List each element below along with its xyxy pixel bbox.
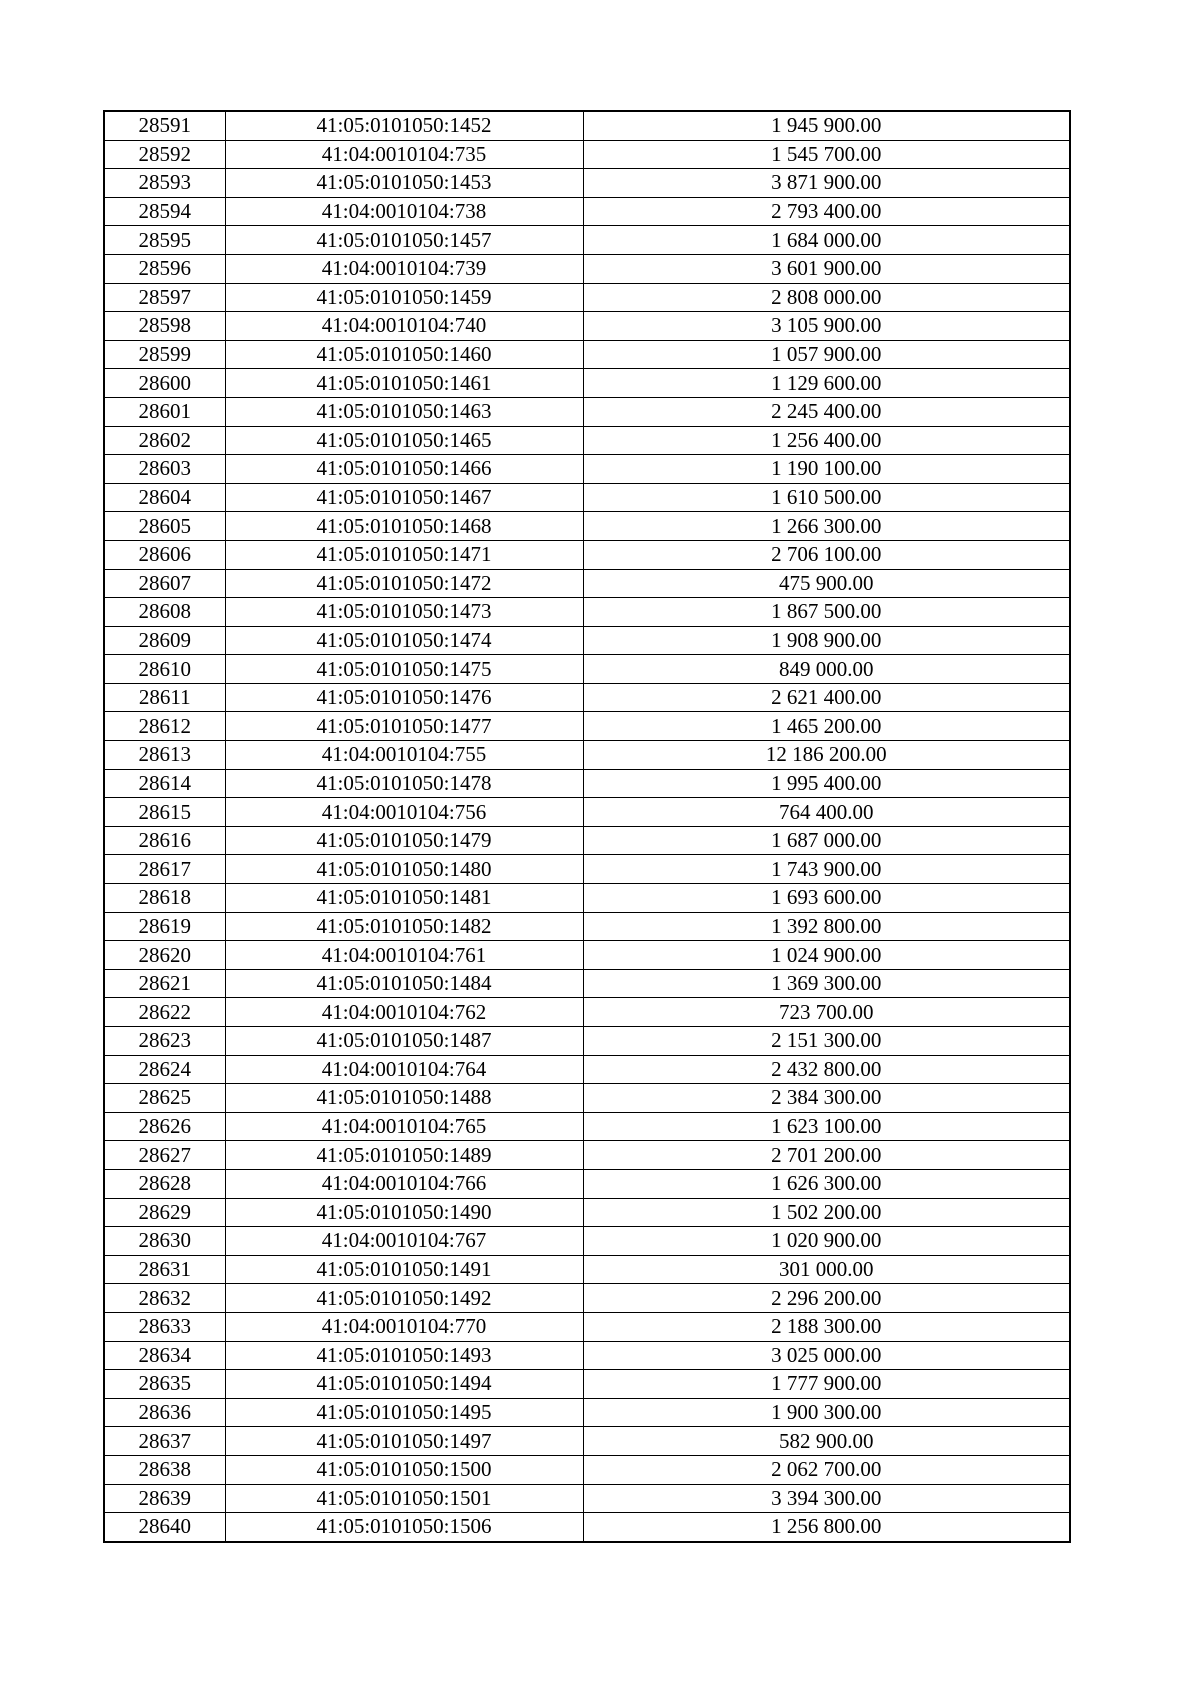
row-number-cell: 28603 bbox=[104, 455, 225, 484]
cadastral-value-cell: 1 945 900.00 bbox=[583, 111, 1070, 140]
row-number-cell: 28624 bbox=[104, 1055, 225, 1084]
cadastral-number-cell: 41:05:0101050:1478 bbox=[225, 769, 583, 798]
cadastral-number-cell: 41:04:0010104:762 bbox=[225, 998, 583, 1027]
cadastral-number-cell: 41:05:0101050:1495 bbox=[225, 1398, 583, 1427]
row-number-cell: 28640 bbox=[104, 1513, 225, 1542]
table-row bbox=[104, 111, 1070, 140]
row-number-cell: 28600 bbox=[104, 369, 225, 398]
cadastral-value-cell: 1 995 400.00 bbox=[583, 769, 1070, 798]
cadastral-value-cell: 1 867 500.00 bbox=[583, 598, 1070, 627]
table-row bbox=[104, 598, 1070, 627]
table-row bbox=[104, 1055, 1070, 1084]
row-number-cell: 28601 bbox=[104, 397, 225, 426]
table-row bbox=[104, 1370, 1070, 1399]
cadastral-value-cell: 301 000.00 bbox=[583, 1255, 1070, 1284]
cadastral-number-cell: 41:05:0101050:1452 bbox=[225, 111, 583, 140]
table-row bbox=[104, 169, 1070, 198]
cadastral-value-cell: 2 245 400.00 bbox=[583, 397, 1070, 426]
row-number-cell: 28606 bbox=[104, 540, 225, 569]
table-row bbox=[104, 426, 1070, 455]
row-number-cell: 28608 bbox=[104, 598, 225, 627]
cadastral-number-cell: 41:04:0010104:766 bbox=[225, 1169, 583, 1198]
cadastral-number-cell: 41:05:0101050:1490 bbox=[225, 1198, 583, 1227]
cadastral-number-cell: 41:04:0010104:770 bbox=[225, 1312, 583, 1341]
row-number-cell: 28594 bbox=[104, 197, 225, 226]
table-row bbox=[104, 1169, 1070, 1198]
cadastral-value-cell: 1 623 100.00 bbox=[583, 1112, 1070, 1141]
cadastral-number-cell: 41:05:0101050:1475 bbox=[225, 655, 583, 684]
table-row bbox=[104, 1484, 1070, 1513]
row-number-cell: 28626 bbox=[104, 1112, 225, 1141]
table-row bbox=[104, 340, 1070, 369]
row-number-cell: 28605 bbox=[104, 512, 225, 541]
cadastral-value-cell: 1 684 000.00 bbox=[583, 226, 1070, 255]
table-row bbox=[104, 226, 1070, 255]
cadastral-value-cell: 3 394 300.00 bbox=[583, 1484, 1070, 1513]
cadastral-value-cell: 1 777 900.00 bbox=[583, 1370, 1070, 1399]
cadastral-number-cell: 41:05:0101050:1459 bbox=[225, 283, 583, 312]
cadastral-value-cell: 1 743 900.00 bbox=[583, 855, 1070, 884]
row-number-cell: 28633 bbox=[104, 1312, 225, 1341]
cadastral-number-cell: 41:05:0101050:1463 bbox=[225, 397, 583, 426]
cadastral-number-cell: 41:05:0101050:1506 bbox=[225, 1513, 583, 1542]
row-number-cell: 28620 bbox=[104, 941, 225, 970]
cadastral-number-cell: 41:05:0101050:1479 bbox=[225, 826, 583, 855]
row-number-cell: 28607 bbox=[104, 569, 225, 598]
cadastral-value-cell: 2 432 800.00 bbox=[583, 1055, 1070, 1084]
table-row bbox=[104, 741, 1070, 770]
cadastral-value-cell: 1 256 400.00 bbox=[583, 426, 1070, 455]
row-number-cell: 28609 bbox=[104, 626, 225, 655]
table-row bbox=[104, 1312, 1070, 1341]
row-number-cell: 28634 bbox=[104, 1341, 225, 1370]
table-row bbox=[104, 1227, 1070, 1256]
row-number-cell: 28621 bbox=[104, 969, 225, 998]
cadastral-number-cell: 41:05:0101050:1491 bbox=[225, 1255, 583, 1284]
cadastral-number-cell: 41:05:0101050:1457 bbox=[225, 226, 583, 255]
cadastral-value-cell: 12 186 200.00 bbox=[583, 741, 1070, 770]
table-row bbox=[104, 712, 1070, 741]
cadastral-value-cell: 2 062 700.00 bbox=[583, 1455, 1070, 1484]
cadastral-number-cell: 41:05:0101050:1488 bbox=[225, 1084, 583, 1113]
table-row bbox=[104, 884, 1070, 913]
cadastral-value-cell: 1 266 300.00 bbox=[583, 512, 1070, 541]
cadastral-number-cell: 41:04:0010104:740 bbox=[225, 312, 583, 341]
table-row bbox=[104, 1455, 1070, 1484]
row-number-cell: 28632 bbox=[104, 1284, 225, 1313]
cadastral-number-cell: 41:05:0101050:1494 bbox=[225, 1370, 583, 1399]
cadastral-number-cell: 41:04:0010104:755 bbox=[225, 741, 583, 770]
cadastral-value-cell: 2 151 300.00 bbox=[583, 1027, 1070, 1056]
row-number-cell: 28630 bbox=[104, 1227, 225, 1256]
cadastral-value-cell: 2 706 100.00 bbox=[583, 540, 1070, 569]
cadastral-number-cell: 41:04:0010104:735 bbox=[225, 140, 583, 169]
row-number-cell: 28629 bbox=[104, 1198, 225, 1227]
table-row bbox=[104, 1513, 1070, 1542]
cadastral-value-cell: 582 900.00 bbox=[583, 1427, 1070, 1456]
table-row bbox=[104, 1398, 1070, 1427]
cadastral-value-cell: 1 369 300.00 bbox=[583, 969, 1070, 998]
cadastral-value-cell: 475 900.00 bbox=[583, 569, 1070, 598]
row-number-cell: 28615 bbox=[104, 798, 225, 827]
table-row bbox=[104, 540, 1070, 569]
row-number-cell: 28610 bbox=[104, 655, 225, 684]
row-number-cell: 28595 bbox=[104, 226, 225, 255]
cadastral-value-cell: 1 190 100.00 bbox=[583, 455, 1070, 484]
cadastral-value-cell: 2 296 200.00 bbox=[583, 1284, 1070, 1313]
table-row bbox=[104, 626, 1070, 655]
row-number-cell: 28614 bbox=[104, 769, 225, 798]
cadastral-number-cell: 41:05:0101050:1460 bbox=[225, 340, 583, 369]
cadastral-number-cell: 41:05:0101050:1493 bbox=[225, 1341, 583, 1370]
row-number-cell: 28627 bbox=[104, 1141, 225, 1170]
table-row bbox=[104, 369, 1070, 398]
table-row bbox=[104, 912, 1070, 941]
cadastral-value-cell: 1 502 200.00 bbox=[583, 1198, 1070, 1227]
cadastral-value-cell: 1 545 700.00 bbox=[583, 140, 1070, 169]
cadastral-value-cell: 1 610 500.00 bbox=[583, 483, 1070, 512]
cadastral-number-cell: 41:05:0101050:1467 bbox=[225, 483, 583, 512]
table-row bbox=[104, 683, 1070, 712]
row-number-cell: 28635 bbox=[104, 1370, 225, 1399]
cadastral-value-cell: 3 871 900.00 bbox=[583, 169, 1070, 198]
table-row bbox=[104, 1341, 1070, 1370]
row-number-cell: 28591 bbox=[104, 111, 225, 140]
table-row bbox=[104, 655, 1070, 684]
cadastral-value-cell: 1 024 900.00 bbox=[583, 941, 1070, 970]
cadastral-number-cell: 41:05:0101050:1472 bbox=[225, 569, 583, 598]
cadastral-value-cell: 1 626 300.00 bbox=[583, 1169, 1070, 1198]
cadastral-number-cell: 41:05:0101050:1489 bbox=[225, 1141, 583, 1170]
cadastral-value-cell: 2 188 300.00 bbox=[583, 1312, 1070, 1341]
row-number-cell: 28612 bbox=[104, 712, 225, 741]
table-row bbox=[104, 1284, 1070, 1313]
table-row bbox=[104, 197, 1070, 226]
row-number-cell: 28598 bbox=[104, 312, 225, 341]
cadastral-value-cell: 764 400.00 bbox=[583, 798, 1070, 827]
table-row bbox=[104, 569, 1070, 598]
row-number-cell: 28596 bbox=[104, 254, 225, 283]
table-row bbox=[104, 798, 1070, 827]
cadastral-value-cell: 3 601 900.00 bbox=[583, 254, 1070, 283]
row-number-cell: 28639 bbox=[104, 1484, 225, 1513]
cadastral-number-cell: 41:05:0101050:1484 bbox=[225, 969, 583, 998]
table-row bbox=[104, 1141, 1070, 1170]
cadastral-number-cell: 41:05:0101050:1480 bbox=[225, 855, 583, 884]
table-row bbox=[104, 941, 1070, 970]
table-row bbox=[104, 1198, 1070, 1227]
cadastral-value-cell: 3 025 000.00 bbox=[583, 1341, 1070, 1370]
cadastral-value-cell: 1 392 800.00 bbox=[583, 912, 1070, 941]
table-row bbox=[104, 140, 1070, 169]
row-number-cell: 28636 bbox=[104, 1398, 225, 1427]
cadastral-value-cell: 1 020 900.00 bbox=[583, 1227, 1070, 1256]
table-row bbox=[104, 1027, 1070, 1056]
cadastral-number-cell: 41:05:0101050:1468 bbox=[225, 512, 583, 541]
cadastral-number-cell: 41:05:0101050:1501 bbox=[225, 1484, 583, 1513]
table-row bbox=[104, 312, 1070, 341]
table-row bbox=[104, 1112, 1070, 1141]
cadastral-number-cell: 41:04:0010104:765 bbox=[225, 1112, 583, 1141]
cadastral-value-cell: 1 465 200.00 bbox=[583, 712, 1070, 741]
cadastral-value-cell: 2 621 400.00 bbox=[583, 683, 1070, 712]
cadastral-number-cell: 41:04:0010104:764 bbox=[225, 1055, 583, 1084]
cadastral-value-cell: 1 908 900.00 bbox=[583, 626, 1070, 655]
row-number-cell: 28637 bbox=[104, 1427, 225, 1456]
row-number-cell: 28631 bbox=[104, 1255, 225, 1284]
table-row bbox=[104, 1255, 1070, 1284]
cadastral-number-cell: 41:05:0101050:1473 bbox=[225, 598, 583, 627]
row-number-cell: 28597 bbox=[104, 283, 225, 312]
cadastral-number-cell: 41:05:0101050:1500 bbox=[225, 1455, 583, 1484]
cadastral-number-cell: 41:05:0101050:1477 bbox=[225, 712, 583, 741]
table-body bbox=[104, 111, 1070, 1542]
cadastral-number-cell: 41:05:0101050:1461 bbox=[225, 369, 583, 398]
row-number-cell: 28611 bbox=[104, 683, 225, 712]
row-number-cell: 28593 bbox=[104, 169, 225, 198]
table-row bbox=[104, 855, 1070, 884]
cadastral-value-cell: 2 808 000.00 bbox=[583, 283, 1070, 312]
cadastral-value-cell: 1 256 800.00 bbox=[583, 1513, 1070, 1542]
table-row bbox=[104, 1084, 1070, 1113]
cadastral-number-cell: 41:05:0101050:1476 bbox=[225, 683, 583, 712]
table-row bbox=[104, 483, 1070, 512]
cadastral-number-cell: 41:05:0101050:1481 bbox=[225, 884, 583, 913]
cadastral-value-cell: 1 693 600.00 bbox=[583, 884, 1070, 913]
cadastral-value-cell: 849 000.00 bbox=[583, 655, 1070, 684]
cadastral-number-cell: 41:05:0101050:1471 bbox=[225, 540, 583, 569]
table-row bbox=[104, 826, 1070, 855]
table-row bbox=[104, 1427, 1070, 1456]
row-number-cell: 28602 bbox=[104, 426, 225, 455]
cadastral-value-cell: 1 900 300.00 bbox=[583, 1398, 1070, 1427]
cadastral-number-cell: 41:04:0010104:761 bbox=[225, 941, 583, 970]
cadastral-number-cell: 41:05:0101050:1453 bbox=[225, 169, 583, 198]
cadastral-number-cell: 41:04:0010104:739 bbox=[225, 254, 583, 283]
row-number-cell: 28592 bbox=[104, 140, 225, 169]
cadastral-value-cell: 2 701 200.00 bbox=[583, 1141, 1070, 1170]
cadastral-number-cell: 41:04:0010104:767 bbox=[225, 1227, 583, 1256]
table-row bbox=[104, 455, 1070, 484]
table-row bbox=[104, 283, 1070, 312]
cadastral-value-cell: 1 129 600.00 bbox=[583, 369, 1070, 398]
cadastral-value-cell: 3 105 900.00 bbox=[583, 312, 1070, 341]
cadastral-value-cell: 1 687 000.00 bbox=[583, 826, 1070, 855]
table-row bbox=[104, 254, 1070, 283]
cadastral-number-cell: 41:05:0101050:1466 bbox=[225, 455, 583, 484]
row-number-cell: 28618 bbox=[104, 884, 225, 913]
cadastral-number-cell: 41:05:0101050:1497 bbox=[225, 1427, 583, 1456]
cadastral-number-cell: 41:04:0010104:756 bbox=[225, 798, 583, 827]
cadastral-value-cell: 723 700.00 bbox=[583, 998, 1070, 1027]
cadastral-number-cell: 41:04:0010104:738 bbox=[225, 197, 583, 226]
row-number-cell: 28613 bbox=[104, 741, 225, 770]
table-row bbox=[104, 998, 1070, 1027]
cadastral-number-cell: 41:05:0101050:1487 bbox=[225, 1027, 583, 1056]
cadastral-value-cell: 1 057 900.00 bbox=[583, 340, 1070, 369]
cadastral-value-cell: 2 793 400.00 bbox=[583, 197, 1070, 226]
row-number-cell: 28617 bbox=[104, 855, 225, 884]
row-number-cell: 28622 bbox=[104, 998, 225, 1027]
table-row bbox=[104, 969, 1070, 998]
cadastral-number-cell: 41:05:0101050:1482 bbox=[225, 912, 583, 941]
cadastral-value-cell: 2 384 300.00 bbox=[583, 1084, 1070, 1113]
row-number-cell: 28623 bbox=[104, 1027, 225, 1056]
cadastral-number-cell: 41:05:0101050:1492 bbox=[225, 1284, 583, 1313]
row-number-cell: 28616 bbox=[104, 826, 225, 855]
cadastral-value-table bbox=[103, 110, 1071, 1543]
row-number-cell: 28599 bbox=[104, 340, 225, 369]
row-number-cell: 28619 bbox=[104, 912, 225, 941]
cadastral-number-cell: 41:05:0101050:1465 bbox=[225, 426, 583, 455]
row-number-cell: 28604 bbox=[104, 483, 225, 512]
row-number-cell: 28625 bbox=[104, 1084, 225, 1113]
table-row bbox=[104, 512, 1070, 541]
cadastral-number-cell: 41:05:0101050:1474 bbox=[225, 626, 583, 655]
table-row bbox=[104, 769, 1070, 798]
table-row bbox=[104, 397, 1070, 426]
row-number-cell: 28628 bbox=[104, 1169, 225, 1198]
row-number-cell: 28638 bbox=[104, 1455, 225, 1484]
